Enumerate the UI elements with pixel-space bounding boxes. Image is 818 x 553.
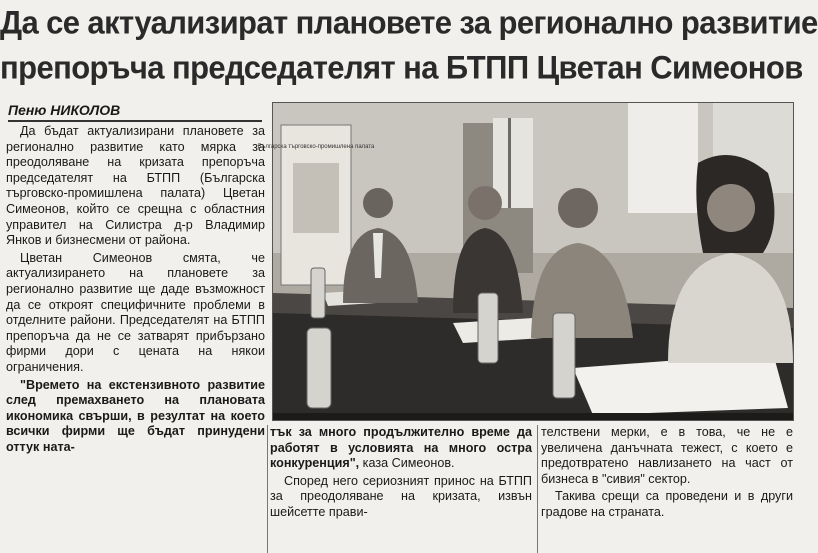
article-column-1	[6, 124, 265, 455]
article-column-2	[270, 425, 532, 521]
quote-attribution: каза Симеонов.	[359, 456, 455, 471]
article-column-3	[541, 425, 793, 521]
paragraph: Да бъдат актуализирани плановете за регионално развитие като мярка за преодоляване на кризата препоръча председателят на БТПП (Българска търговско-промишлена палата) Цветан Симеонов, който се срещна с областния управител на Силистра д-р Владимир Янков и бизнесмени от района.	[6, 124, 265, 248]
column-divider	[537, 425, 538, 553]
quote-continuation: тък за много продължително време да работят в условията на много остра конкуренция",	[270, 425, 532, 471]
paragraph: Цветан Симеонов смята, че актуализирането на плановете за регионално развитие ще даде възможност да се открoят специфичните проблеми в отделните райони. Председателят на БТПП препоръча да не се затварят прибързано фирми дори с цената на някои ограничения.	[6, 250, 265, 374]
headline-line-2: препоръча председателят на БТПП Цветан Симеонов	[0, 49, 803, 86]
headline-line-1: Да се актуализират плановете за регионално развитие	[0, 4, 818, 41]
author-byline: Пеню НИКОЛОВ	[8, 101, 262, 122]
paragraph: Според него сериозният принос на БТПП за преодоляване на кризата, извън шейсетте прави-	[270, 473, 532, 519]
paragraph: телствени мерки, е в това, че не е увеличена данъчната тежест, с което е предотвратено навлизането на част от бизнеса в "сивия" сектор.	[541, 425, 793, 486]
meeting-photo-illustration	[257, 103, 793, 420]
paragraph	[270, 425, 532, 472]
paragraph: Такива срещи са проведени и в други градове на страната.	[541, 489, 793, 519]
banner-text: Българска търговско-промишлена палата	[257, 144, 375, 150]
quote-paragraph: "Времето на екстензивното развитие след премахването на плановата икономика свърши, в резултат на което всички фирми ще бъдат принудени оттук ната-	[6, 377, 265, 454]
headline	[0, 0, 818, 90]
article-photo	[257, 102, 794, 421]
column-divider	[267, 425, 268, 553]
